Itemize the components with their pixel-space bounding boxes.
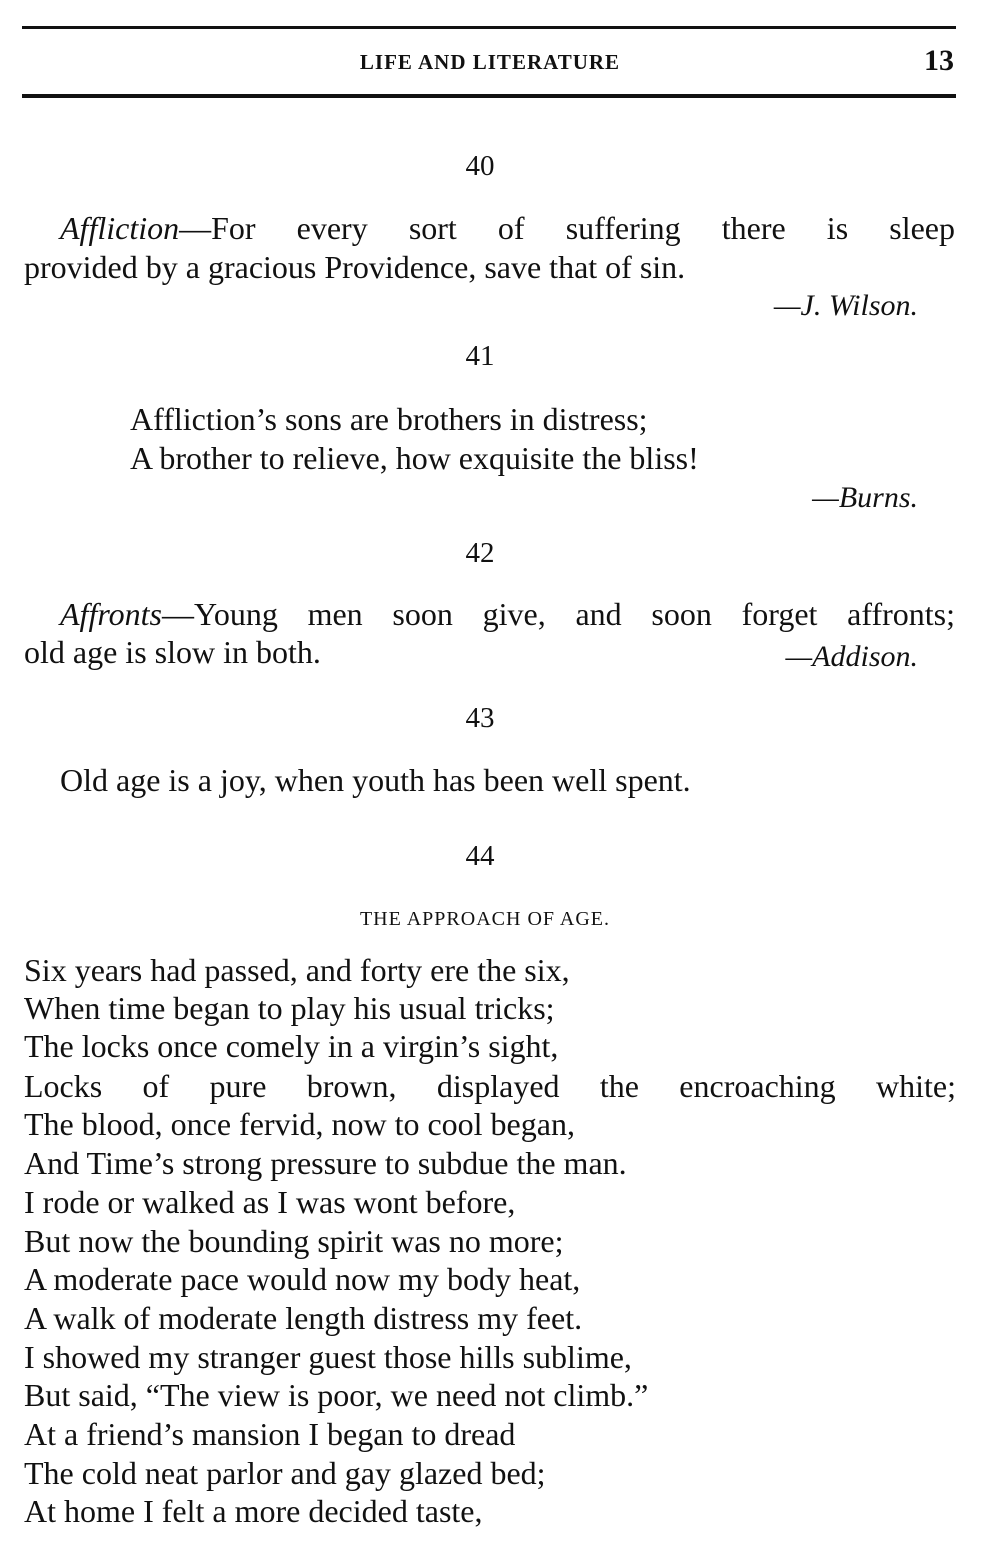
- entry-number-42: 42: [465, 537, 495, 569]
- entry-40-topic: Affliction: [60, 210, 180, 246]
- poem-title: THE APPROACH OF AGE.: [359, 908, 611, 930]
- entry-41-line-1: Affliction’s sons are brothers in distress;: [130, 401, 648, 437]
- entry-41-line-2: A brother to relieve, how exquisite the bliss!: [130, 440, 699, 476]
- entry-42-attribution: —Addison.: [785, 640, 918, 673]
- poem-line: Locks of pure brown, displayed the encroaching white;: [24, 1068, 956, 1104]
- entry-43-line-1: Old age is a joy, when youth has been well spent.: [60, 762, 691, 798]
- entry-42-text-1: —Young men soon give, and soon forget affronts;: [161, 596, 955, 632]
- entry-number-43: 43: [465, 702, 495, 734]
- poem-line: The cold neat parlor and gay glazed bed;: [24, 1455, 546, 1491]
- entry-number-40: 40: [465, 150, 495, 182]
- entry-42-line-2: old age is slow in both.: [24, 634, 321, 670]
- entry-42-topic: Affronts: [60, 596, 162, 632]
- poem-line: At a friend’s mansion I began to dread: [24, 1416, 516, 1452]
- entry-40-text-1: —For every sort of suffering there is sleep: [179, 210, 955, 246]
- poem-line: But said, “The view is poor, we need not climb.”: [24, 1377, 649, 1413]
- poem-line: A walk of moderate length distress my feet.: [24, 1300, 583, 1336]
- top-rule: [22, 26, 956, 29]
- poem-line: When time began to play his usual tricks;: [24, 990, 555, 1026]
- running-head: LIFE AND LITERATURE: [359, 50, 621, 74]
- entry-42-line-1: [60, 596, 955, 633]
- poem-line: I showed my stranger guest those hills sublime,: [24, 1339, 632, 1375]
- page-number: 13: [924, 44, 954, 77]
- poem-line: At home I felt a more decided taste,: [24, 1493, 483, 1529]
- poem-line: The locks once comely in a virgin’s sight,: [24, 1028, 559, 1064]
- poem-line: Six years had passed, and forty ere the six,: [24, 952, 570, 988]
- poem-line: And Time’s strong pressure to subdue the man.: [24, 1145, 627, 1181]
- poem-line: A moderate pace would now my body heat,: [24, 1261, 581, 1297]
- poem-line: I rode or walked as I was wont before,: [24, 1184, 516, 1220]
- entry-number-44: 44: [465, 840, 495, 872]
- poem-line: The blood, once fervid, now to cool began,: [24, 1106, 575, 1142]
- entry-40-line-1: [60, 210, 955, 247]
- entry-41-attribution: —Burns.: [812, 481, 918, 514]
- entry-40-line-2: provided by a gracious Providence, save that of sin.: [24, 249, 686, 285]
- bottom-rule: [22, 94, 956, 98]
- entry-number-41: 41: [465, 340, 495, 372]
- entry-40-attribution: —J. Wilson.: [773, 289, 918, 322]
- poem-line: But now the bounding spirit was no more;: [24, 1223, 564, 1259]
